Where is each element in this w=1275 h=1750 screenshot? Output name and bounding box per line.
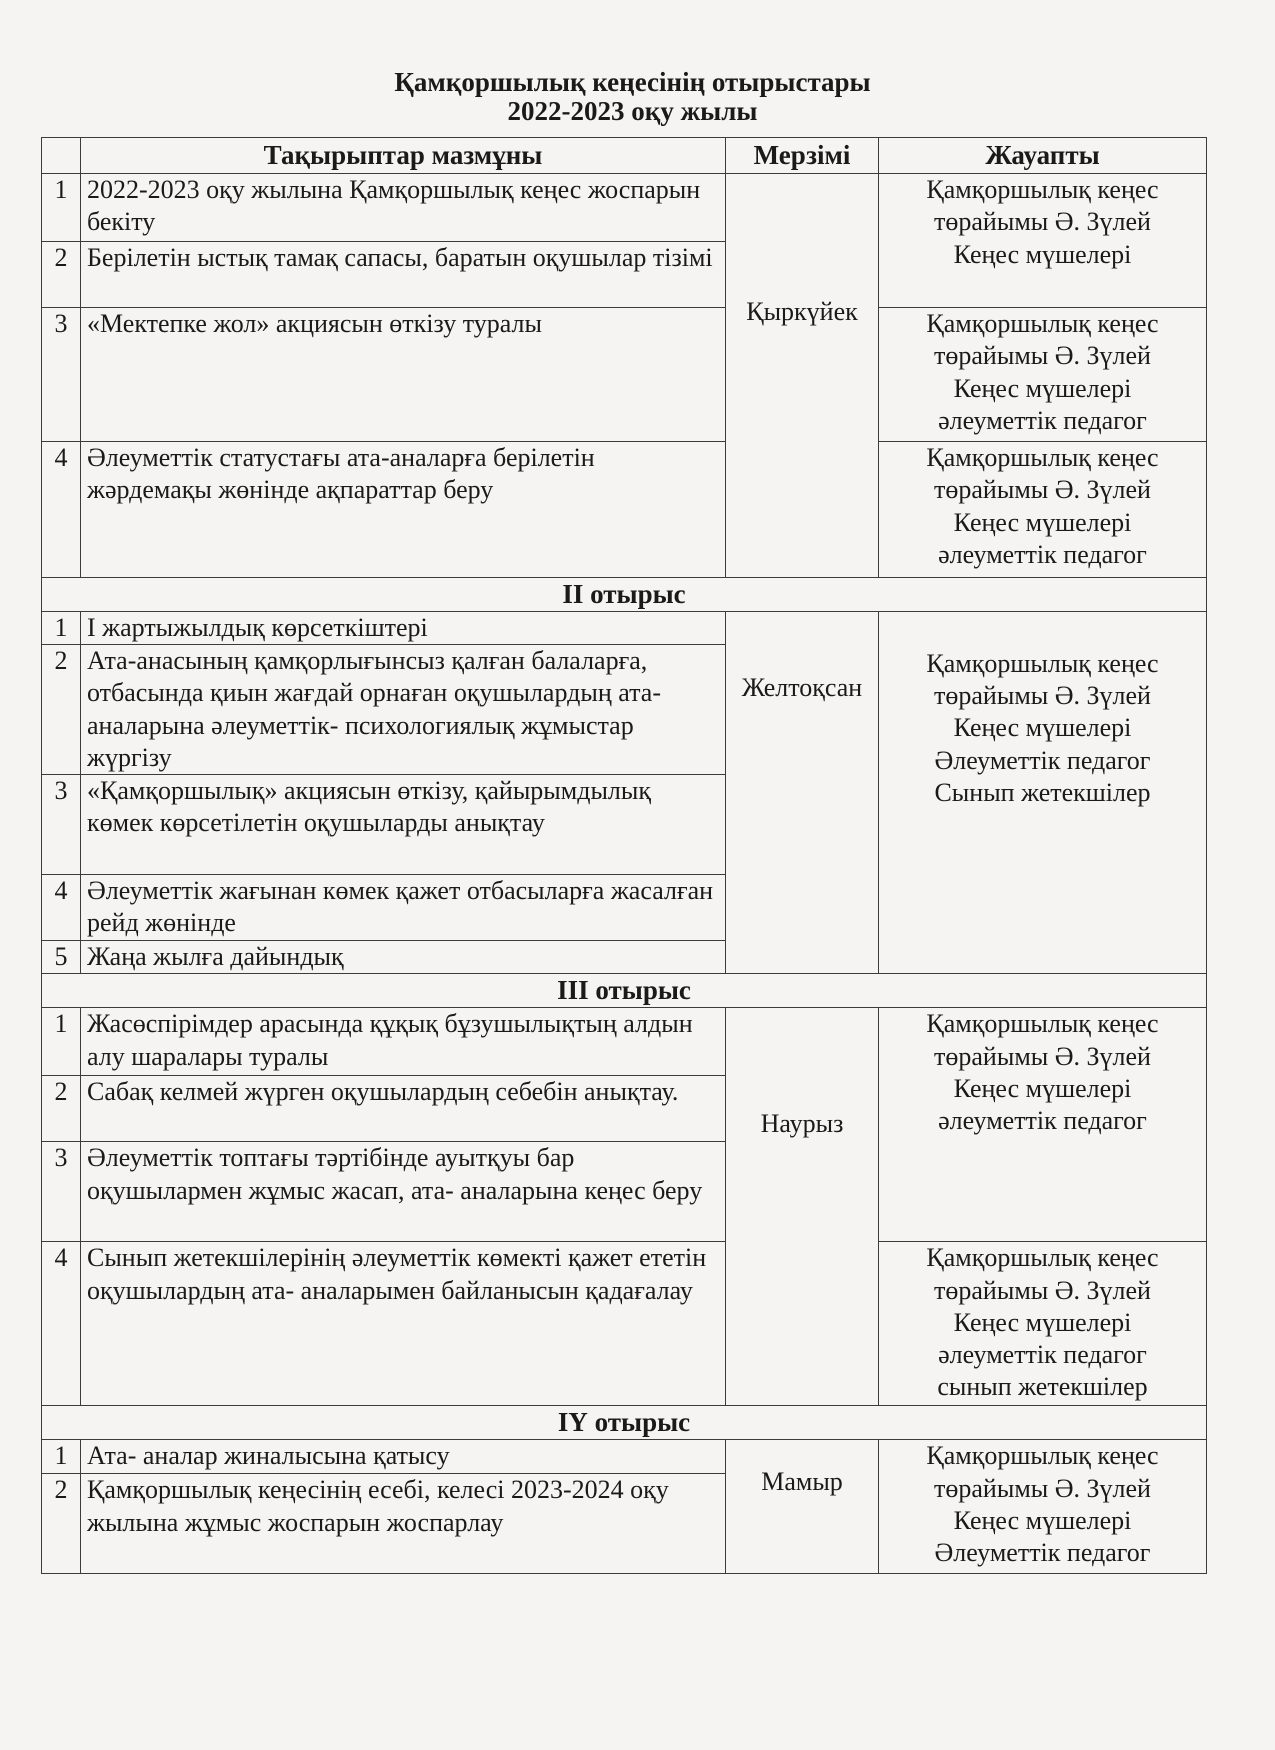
row-number: 2 — [42, 645, 81, 775]
responsible-line: Сынып жетекшілер — [934, 777, 1151, 807]
responsible-line: Кеңес мүшелері — [953, 507, 1132, 537]
session-heading: ІҮ отырыс — [42, 1406, 1207, 1440]
header-topics: Тақырыптар мазмұны — [81, 138, 726, 174]
responsible-line: әлеуметтік педагог — [938, 539, 1147, 569]
session-heading-row — [42, 578, 1207, 612]
responsible-cell — [879, 611, 1207, 973]
responsible-cell — [879, 442, 1207, 578]
responsible-line: Кеңес мүшелері — [953, 1307, 1132, 1337]
responsible-line: төрайымы Ә. Зүлей — [934, 681, 1151, 711]
responsible-line: төрайымы Ә. Зүлей — [934, 475, 1151, 505]
term-cell: Мамыр — [726, 1440, 879, 1574]
row-topic: Берілетін ыстық тамақ сапасы, баратын оқушылар тізімі — [81, 242, 726, 308]
responsible-line: Әлеуметтік педагог — [934, 1538, 1151, 1568]
header-term: Мерзімі — [726, 138, 879, 174]
responsible-cell — [879, 1008, 1207, 1242]
table-row — [42, 442, 1207, 578]
table-row — [42, 308, 1207, 442]
row-topic: Әлеуметтік статустағы ата-аналарға берілетін жәрдемақы жөнінде ақпараттар беру — [81, 442, 726, 578]
row-number: 2 — [42, 1076, 81, 1142]
row-topic: Жаңа жылға дайындық — [81, 941, 726, 974]
responsible-line: төрайымы Ә. Зүлей — [934, 207, 1151, 237]
meetings-table — [41, 137, 1207, 1574]
row-topic: Сынып жетекшілерінің әлеуметтік көмекті қажет ететін оқушылардың ата- аналарымен байланысын қадағалау — [81, 1242, 726, 1406]
table-row — [42, 174, 1207, 242]
row-number: 2 — [42, 1474, 81, 1574]
table-row — [42, 1242, 1207, 1406]
session-heading: ІІ отырыс — [42, 578, 1207, 612]
responsible-line: Кеңес мүшелері — [953, 1505, 1132, 1535]
responsible-line: Әлеуметтік педагог — [934, 745, 1151, 775]
table-row — [42, 1440, 1207, 1474]
title-line-1: Қамқоршылық кеңесінің отырыстары — [394, 67, 871, 97]
row-topic: Сабақ келмей жүрген оқушылардың себебін анықтау. — [81, 1076, 726, 1142]
responsible-cell — [879, 308, 1207, 442]
row-topic: Қамқоршылық кеңесінің есебі, келесі 2023-2024 оқу жылына жұмыс жоспарын жоспарлау — [81, 1474, 726, 1574]
row-number: 5 — [42, 941, 81, 974]
header-responsible: Жауапты — [879, 138, 1207, 174]
document-title — [0, 68, 1275, 125]
term-cell: Қыркүйек — [726, 174, 879, 578]
session-heading: ІІІ отырыс — [42, 974, 1207, 1008]
row-number: 3 — [42, 308, 81, 442]
responsible-line: Қамқоршылық кеңес — [926, 648, 1159, 678]
responsible-cell — [879, 1440, 1207, 1574]
responsible-line: төрайымы Ә. Зүлей — [934, 1473, 1151, 1503]
row-number: 1 — [42, 1440, 81, 1474]
row-number: 4 — [42, 875, 81, 941]
responsible-cell — [879, 1242, 1207, 1406]
row-topic: «Мектепке жол» акциясын өткізу туралы — [81, 308, 726, 442]
row-topic: І жартыжылдық көрсеткіштері — [81, 611, 726, 644]
responsible-line: Қамқоршылық кеңес — [926, 1243, 1159, 1273]
responsible-line: әлеуметтік педагог — [938, 405, 1147, 435]
session-heading-row — [42, 974, 1207, 1008]
term-cell: Наурыз — [726, 1008, 879, 1406]
responsible-line: Кеңес мүшелері — [953, 713, 1132, 743]
row-number: 2 — [42, 242, 81, 308]
responsible-line: әлеуметтік педагог — [938, 1106, 1147, 1136]
responsible-line: Қамқоршылық кеңес — [926, 175, 1159, 205]
responsible-line: сынып жетекшілер — [937, 1372, 1148, 1402]
row-topic: Әлеуметтік жағынан көмек қажет отбасыларға жасалған рейд жөнінде — [81, 875, 726, 941]
responsible-line: әлеуметтік педагог — [938, 1340, 1147, 1370]
responsible-line: Қамқоршылық кеңес — [926, 1441, 1159, 1471]
row-number: 4 — [42, 1242, 81, 1406]
responsible-line: төрайымы Ә. Зүлей — [934, 1275, 1151, 1305]
row-number: 1 — [42, 611, 81, 644]
header-number — [42, 138, 81, 174]
table-row — [42, 1008, 1207, 1076]
row-topic: Ата- аналар жиналысына қатысу — [81, 1440, 726, 1474]
row-number: 4 — [42, 442, 81, 578]
responsible-cell — [879, 174, 1207, 308]
responsible-line: Кеңес мүшелері — [953, 1073, 1132, 1103]
row-topic: Жасөспірімдер арасында құқық бұзушылықтың алдын алу шаралары туралы — [81, 1008, 726, 1076]
term-cell: Желтоқсан — [726, 611, 879, 973]
row-topic: 2022-2023 оқу жылына Қамқоршылық кеңес жоспарын бекіту — [81, 174, 726, 242]
table-row — [42, 611, 1207, 644]
responsible-line: төрайымы Ә. Зүлей — [934, 341, 1151, 371]
responsible-line: Кеңес мүшелері — [953, 373, 1132, 403]
row-number: 3 — [42, 1142, 81, 1242]
row-topic: «Қамқоршылық» акциясын өткізу, қайырымдылық көмек көрсетілетін оқушыларды анықтау — [81, 775, 726, 875]
row-topic: Әлеуметтік топтағы тәртібінде ауытқуы бар оқушылармен жұмыс жасап, ата- аналарына кеңес беру — [81, 1142, 726, 1242]
responsible-line: төрайымы Ә. Зүлей — [934, 1041, 1151, 1071]
responsible-line: Кеңес мүшелері — [953, 239, 1132, 269]
title-line-2: 2022-2023 оқу жылы — [507, 95, 758, 126]
table-header-row — [42, 138, 1207, 174]
responsible-line: Қамқоршылық кеңес — [926, 309, 1159, 339]
session-heading-row — [42, 1406, 1207, 1440]
responsible-line: Қамқоршылық кеңес — [926, 1009, 1159, 1039]
responsible-line: Қамқоршылық кеңес — [926, 443, 1159, 473]
row-number: 1 — [42, 174, 81, 242]
row-number: 1 — [42, 1008, 81, 1076]
row-number: 3 — [42, 775, 81, 875]
row-topic: Ата-анасының қамқорлығынсыз қалған балаларға, отбасында қиын жағдай орнаған оқушылардың ата-аналарына әлеуметтік- психологиялық жұмыстар жүргізу — [81, 645, 726, 775]
